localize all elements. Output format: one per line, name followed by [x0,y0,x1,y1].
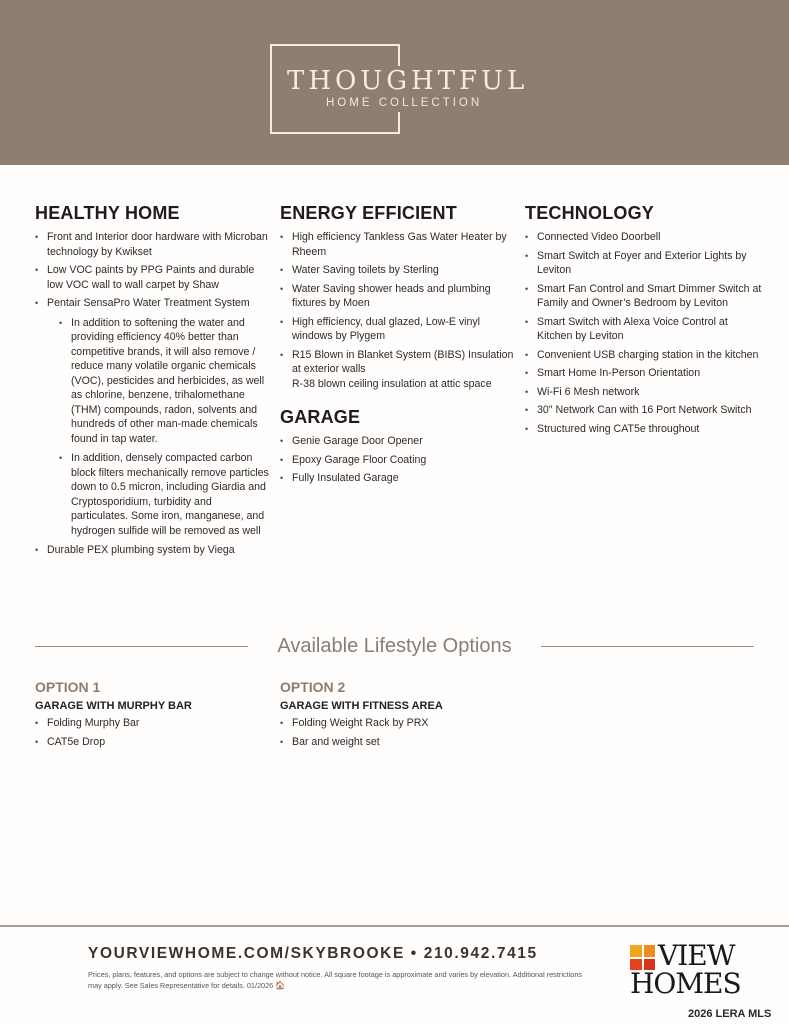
footer-contact: YOURVIEWHOME.COM/SKYBROOKE • 210.942.7415 [88,945,538,962]
list-item: • Water Saving shower heads and plumbing fixtures by Moen [280,282,515,311]
list-item: • Smart Switch at Foyer and Exterior Lights by Leviton [525,249,765,278]
footer-divider [0,925,789,927]
technology-section [525,203,765,440]
list-item: • Smart Fan Control and Smart Dimmer Switch at Family and Owner’s Bedroom by Leviton [525,282,765,311]
list-item: • High efficiency Tankless Gas Water Heater by Rheem [280,230,515,259]
section-heading: HEALTHY HOME [35,203,180,223]
list-item: • Wi-Fi 6 Mesh network [525,385,765,400]
section-heading: GARAGE [280,407,361,427]
list-item-text: R15 Blown in Blanket System (BIBS) Insulation at exterior walls [292,348,514,375]
list-item: • Convenient USB charging station in the kitchen [525,348,765,363]
list-item-extra-line: R-38 blown ceiling insulation at attic space [292,377,492,390]
list-item: • Connected Video Doorbell [525,230,765,245]
list-item: • 30" Network Can with 16 Port Network Switch [525,403,765,418]
option-subheading: GARAGE WITH FITNESS AREA [280,700,443,712]
list-item: • Low VOC paints by PPG Paints and durable low VOC wall to wall carpet by Shaw [35,263,270,292]
equal-housing-icon: 🏠 [275,981,286,990]
divider-line [541,646,754,647]
list-item: • Folding Murphy Bar [35,716,265,731]
healthy-home-section [35,203,270,562]
garage-section [280,407,515,486]
list-item: • Genie Garage Door Opener [280,434,515,449]
list-item: • Durable PEX plumbing system by Viega [35,543,270,558]
option-1 [35,679,265,753]
list-item: • Smart Home In-Person Orientation [525,366,765,381]
logo-subtitle: HOME COLLECTION [326,97,483,109]
list-item-text: Pentair SensaPro Water Treatment System [47,297,250,309]
list-item: • Fully Insulated Garage [280,471,515,486]
header-band [0,0,789,165]
list-item: • High efficiency, dual glazed, Low-E vinyl windows by Plygem [280,315,515,344]
lifestyle-options-divider [35,635,754,659]
list-item: • Smart Switch with Alexa Voice Control at Kitchen by Leviton [525,315,765,344]
logo-title: THOUGHTFUL [287,66,529,96]
list-item [280,348,515,392]
view-homes-logo [628,939,758,1001]
list-item: • CAT5e Drop [35,735,265,750]
option-heading: OPTION 1 [35,679,101,695]
list-item: • Epoxy Garage Floor Coating [280,453,515,468]
brand-line-2: HOMES [630,967,741,1000]
brand-line-1: VIEW [658,939,735,972]
section-heading: TECHNOLOGY [525,203,655,223]
sub-list-item: • In addition, densely compacted carbon block filters mechanically remove particles down to 0.5 micron, including Giardia and Cryptosporidium, turbidity and particulates. Some iron, manganese, and hydrogen sulfide will be removed as well [59,451,270,538]
mls-label: 2026 LERA MLS [688,1008,772,1020]
lifestyle-options-title: Available Lifestyle Options [277,635,512,657]
list-item: • Bar and weight set [280,735,510,750]
footer-disclaimer [88,969,593,991]
option-subheading: GARAGE WITH MURPHY BAR [35,700,192,712]
list-item: • Water Saving toilets by Sterling [280,263,515,278]
sub-list-item: • In addition to softening the water and providing efficiency 40% better than competitive brands, it will also remove / reduce many volatile organic chemicals (VOC), pesticides and herbicides, as well as chlorine, benzene, trihalomethane (THM) compounds, radon, solvents and hundreds of other man-made chemicals found in tap water. [59,316,270,447]
energy-efficient-section [280,203,515,490]
list-item: • Folding Weight Rack by PRX [280,716,510,731]
section-heading: ENERGY EFFICIENT [280,203,457,223]
list-item: • Front and Interior door hardware with Microban technology by Kwikset [35,230,270,259]
option-2 [280,679,510,753]
list-item [35,296,270,538]
option-heading: OPTION 2 [280,679,346,695]
list-item: • Structured wing CAT5e throughout [525,422,765,437]
disclaimer-text: Prices, plans, features, and options are subject to change without notice. All square footage is approximate and varies by elevation. Additional restrictions may apply. See Sales Representative for details. 01/2026 [88,970,583,990]
